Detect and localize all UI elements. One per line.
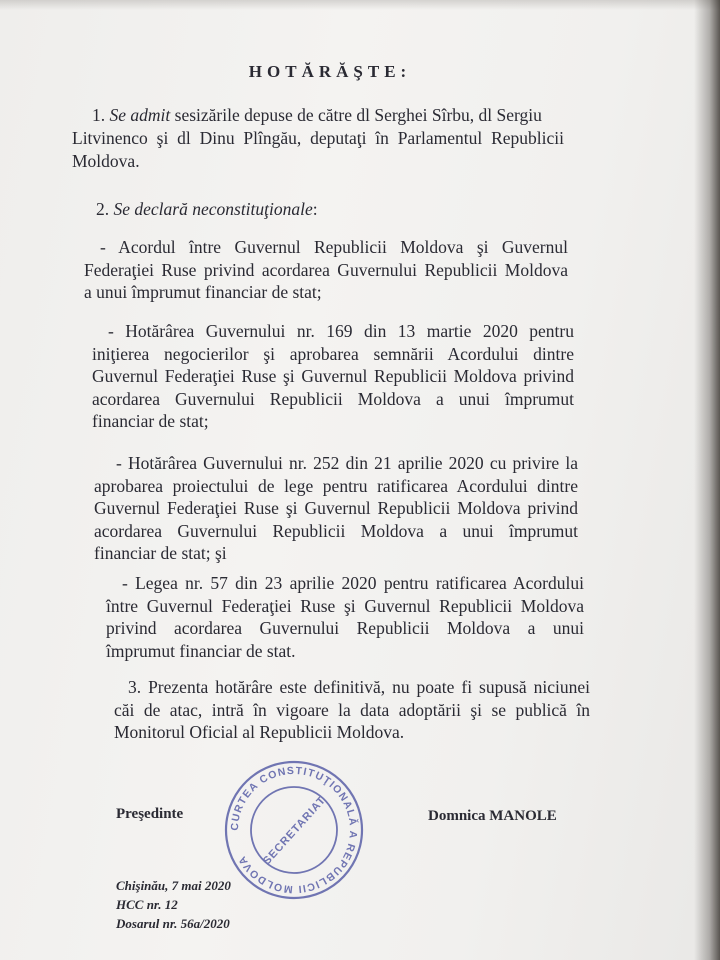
sub-item-2-line-1: - Hotărârea Guvernului nr. 169 din 13 martie 2020 pentru	[108, 321, 574, 341]
footer-place-date: Chişinău, 7 mai 2020	[116, 878, 231, 893]
sub-item-3-line-4: acordarea Guvernului Republicii Moldova a unui împrumut	[94, 520, 578, 541]
president-name: Domnica MANOLE	[428, 808, 557, 824]
item-2-colon: :	[312, 199, 318, 219]
sub-item-1-line-3: a unui împrumut financiar de stat;	[84, 282, 322, 302]
sub-item-4	[106, 572, 584, 662]
item-1-paragraph	[92, 104, 564, 127]
sub-item-4-line-4: împrumut financiar de stat.	[106, 640, 296, 661]
president-label: Preşedinte	[116, 806, 184, 822]
item-3-line-3: Monitorul Oficial al Republicii Moldova.	[114, 722, 405, 742]
item-2-emphasis: Se declară neconstituţionale	[113, 199, 313, 219]
item-1-line-1-rest: sesizările depuse de către dl Serghei Sîrbu, dl Sergiu	[170, 105, 542, 125]
sub-item-1	[84, 236, 568, 304]
item-1-line-3: Moldova.	[72, 150, 140, 171]
sub-item-3	[94, 452, 578, 565]
item-3-line-1: 3. Prezenta hotărâre este definitivă, nu poate fi supusă niciunei	[128, 677, 590, 697]
item-1-emphasis: Se admit	[109, 105, 171, 125]
sub-item-1-line-2: Federaţiei Ruse privind acordarea Guvernului Republicii Moldova	[84, 259, 568, 280]
item-2-heading	[96, 198, 496, 221]
page-top-shadow	[0, 0, 720, 10]
document-title: HOTĂRĂŞTE:	[248, 62, 412, 81]
stamp-center-text: SECRETARIAT	[260, 794, 329, 868]
sub-item-3-line-1: - Hotărârea Guvernului nr. 252 din 21 aprilie 2020 cu privire la	[116, 453, 578, 473]
sub-item-3-line-5: financiar de stat; şi	[94, 543, 227, 563]
item-3-line-2: căi de atac, intră în vigoare la data adoptării şi se publică în	[114, 699, 590, 720]
sub-item-2-line-5: financiar de stat;	[92, 411, 209, 431]
item-2-line	[96, 198, 496, 221]
sub-item-1-line-1: - Acordul între Guvernul Republicii Moldova şi Guvernul	[100, 237, 568, 257]
sub-item-4-line-3: privind acordarea Guvernului Republicii Moldova a unui	[106, 618, 584, 638]
sub-item-2-line-2: iniţierea negocierilor şi aprobarea semnării Acordului dintre	[92, 343, 574, 364]
sub-item-2	[92, 320, 574, 433]
sub-item-2-line-4: acordarea Guvernului Republicii Moldova a unui împrumut	[92, 388, 574, 409]
sub-item-3-line-2: aprobarea proiectului de lege pentru ratificarea Acordului dintre	[94, 475, 578, 496]
footer-hcc-number: HCC nr. 12	[116, 897, 178, 912]
official-stamp	[222, 758, 366, 902]
item-1-line-1	[92, 104, 564, 127]
item-1-continuation	[72, 127, 564, 172]
sub-item-3-line-3: Guvernul Federaţiei Ruse şi Guvernul Republicii Moldova privind	[94, 498, 578, 518]
page-edge-shadow	[694, 0, 720, 960]
item-1-number: 1.	[92, 105, 110, 125]
sub-item-4-line-1: - Legea nr. 57 din 23 aprilie 2020 pentru ratificarea Acordului	[122, 573, 584, 593]
sub-item-4-line-2: între Guvernul Federaţiei Ruse şi Guvernul Republicii Moldova	[106, 595, 584, 616]
item-2-number: 2.	[96, 199, 114, 219]
item-3-paragraph	[114, 676, 590, 744]
sub-item-2-line-3: Guvernul Federaţiei Ruse şi Guvernul Republicii Moldova privind	[92, 366, 574, 386]
document-footer	[116, 876, 231, 933]
stamp-outer-text: CURTEA CONSTITUŢIONALĂ A REPUBLICII MOLDOVA	[228, 764, 360, 896]
item-1-line-2: Litvinenco şi dl Dinu Plîngău, deputaţi în Parlamentul Republicii	[72, 128, 564, 148]
footer-dossier-number: Dosarul nr. 56a/2020	[116, 916, 230, 931]
